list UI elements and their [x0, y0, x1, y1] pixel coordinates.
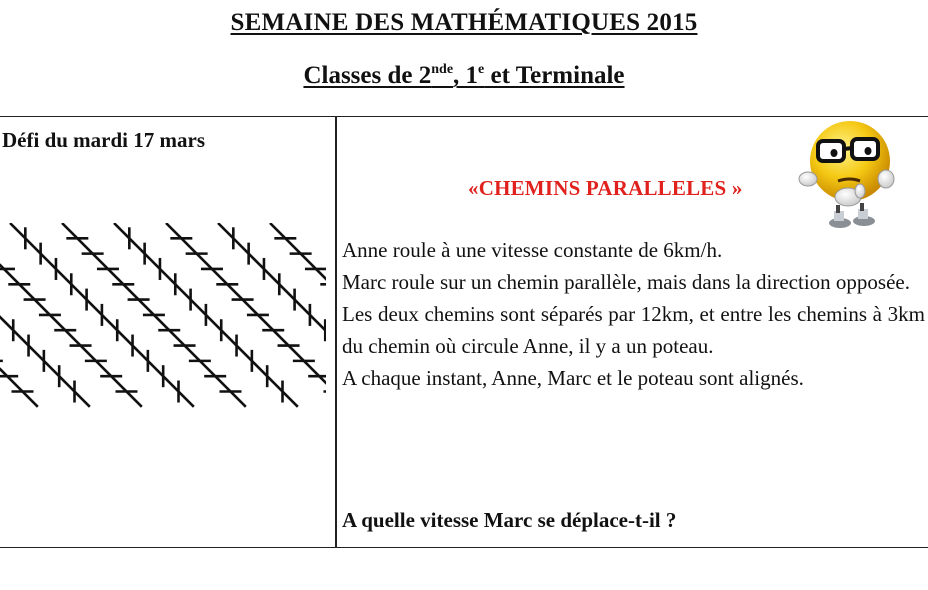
classes-subtitle: [0, 60, 928, 92]
illusion-main-line: [0, 223, 38, 407]
problem-paragraph: Anne roule à une vitesse constante de 6km/h.: [342, 238, 723, 262]
problem-paragraph: A chaque instant, Anne, Marc et le poteau sont alignés.: [342, 366, 804, 390]
subtitle-text-2: , 1: [453, 62, 479, 89]
parallel-lines-illusion-icon: [0, 223, 326, 453]
illusion-main-line: [270, 223, 326, 407]
problem-statement: [342, 234, 925, 394]
challenge-day-label: Défi du mardi 17 mars: [2, 128, 205, 152]
problem-paragraph: Marc roule sur un chemin parallèle, mais dans la direction opposée.: [342, 270, 910, 294]
problem-paragraph: Les deux chemins sont séparés par 12km, et entre les chemins à 3km du chemin où circule Anne, il y a un poteau.: [342, 302, 925, 358]
subtitle-sup-1: nde: [431, 62, 454, 77]
page-title: SEMAINE DES MATHÉMATIQUES 2015: [230, 9, 698, 36]
challenge-question: A quelle vitesse Marc se déplace-t-il ?: [342, 508, 677, 532]
illusion-main-line: [0, 223, 142, 407]
thinking-smiley-with-glasses-icon: [798, 117, 898, 231]
subtitle-sup-2: e: [478, 62, 485, 77]
challenge-table: [0, 116, 928, 548]
subtitle-text-1: Classes de 2: [303, 62, 432, 89]
subtitle-text-3: et Terminale: [484, 62, 625, 89]
challenge-title: «CHEMINS PARALLELES »: [468, 176, 743, 200]
column-divider: [335, 117, 337, 547]
